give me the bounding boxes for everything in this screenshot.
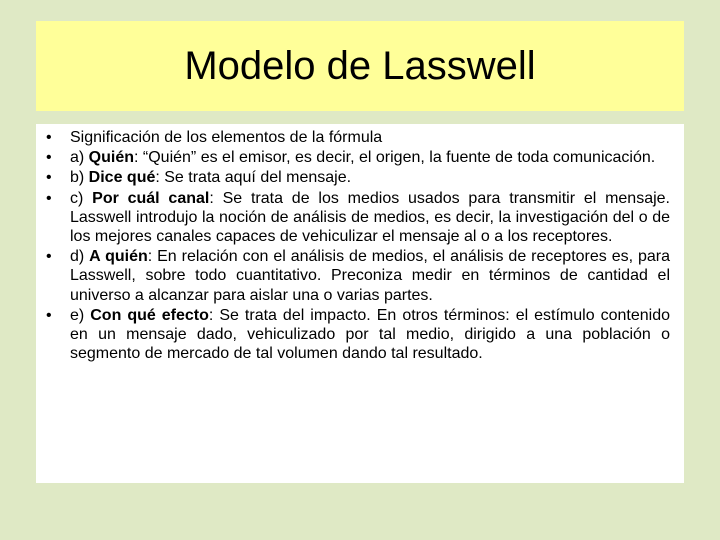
content-panel [36, 124, 684, 483]
list-item [42, 128, 670, 147]
bullet-icon: • [46, 129, 52, 146]
item-text: Significación de los elementos de la fórmula [70, 129, 383, 146]
item-term: Dice qué [88, 169, 156, 187]
bullet-icon: • [46, 306, 52, 324]
bullet-icon: • [46, 149, 52, 167]
bullet-icon: • [46, 189, 52, 207]
list-item [42, 189, 670, 247]
item-lead: e) [70, 306, 91, 324]
item-text: : Se trata aquí del mensaje. [155, 169, 352, 187]
item-term: Por cuál canal [92, 189, 210, 207]
item-text: : En relación con el análisis de medios, el análisis de receptores es, para Lasswell, sobre todo cuantitativo. Preconiza medir en términos de cantidad el universo a alcanzar para aislar una o varias partes. [70, 248, 671, 304]
slide-title: Modelo de Lasswell [184, 43, 536, 88]
item-text: : Se trata de los medios usados para transmitir el mensaje. Lasswell introdujo la noción de análisis de medios, es decir, la investigación del o de los mejores canales capaces de vehiculizar el mensaje al o a los receptores. [70, 189, 671, 246]
item-lead: b) [70, 169, 89, 187]
list-item [42, 306, 670, 364]
title-banner [36, 21, 684, 111]
bullet-icon: • [46, 169, 52, 187]
bullet-icon: • [46, 248, 52, 266]
item-text: : Se trata del impacto. En otros términos: el estímulo contenido en un mensaje dado, vehiculizado por tal medio, dirigido a una población o segmento de mercado de tal volumen dando tal resultado. [70, 306, 671, 363]
item-term: Quién [88, 149, 135, 167]
item-term: Con qué efecto [90, 306, 209, 324]
item-lead: d) [70, 248, 90, 266]
list-item [42, 168, 670, 187]
item-lead: a) [70, 149, 89, 167]
item-text: : “Quién” es el emisor, es decir, el origen, la fuente de toda comunicación. [134, 149, 656, 167]
item-term: A quién [89, 248, 148, 266]
bullet-list [42, 128, 670, 363]
item-lead: c) [70, 189, 93, 207]
list-item [42, 148, 670, 167]
list-item [42, 247, 670, 305]
